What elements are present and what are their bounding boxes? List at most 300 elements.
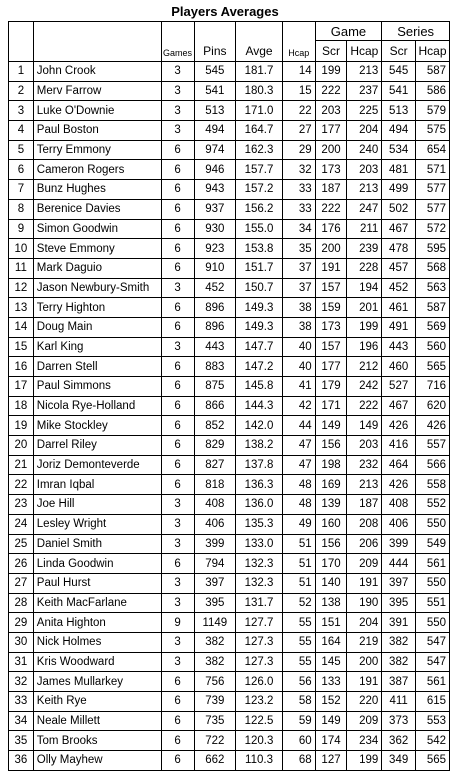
table-row [9,140,450,160]
game-hcap-cell: 196 [347,337,382,357]
games-cell: 3 [161,81,194,101]
player-name: Daniel Smith [33,534,161,554]
game-hcap-cell: 225 [347,101,382,121]
rank-cell: 13 [9,298,34,318]
series-scr-cell: 527 [382,377,416,397]
player-name: Terry Highton [33,298,161,318]
player-name: Darren Stell [33,357,161,377]
avge-cell: 142.0 [236,416,283,436]
player-name: Karl King [33,337,161,357]
series-hcap-cell: 577 [416,199,450,219]
games-cell: 3 [161,101,194,121]
avge-cell: 149.3 [236,317,283,337]
header-game-hcap: Hcap [347,41,382,62]
player-name: Mark Daguio [33,258,161,278]
series-scr-cell: 494 [382,121,416,141]
table-row [9,514,450,534]
game-hcap-cell: 222 [347,396,382,416]
avge-cell: 137.8 [236,455,283,475]
rank-cell: 21 [9,455,34,475]
pins-cell: 896 [194,317,236,337]
game-hcap-cell: 240 [347,140,382,160]
series-hcap-cell: 569 [416,317,450,337]
series-scr-cell: 545 [382,62,416,82]
game-scr-cell: 176 [315,219,347,239]
table-row [9,101,450,121]
table-row [9,180,450,200]
game-scr-cell: 149 [315,416,347,436]
table-row [9,495,450,515]
game-scr-cell: 222 [315,199,347,219]
rank-cell: 18 [9,396,34,416]
avge-cell: 157.7 [236,160,283,180]
series-hcap-cell: 654 [416,140,450,160]
game-scr-cell: 200 [315,239,347,259]
rank-cell: 5 [9,140,34,160]
game-hcap-cell: 199 [347,751,382,771]
avge-cell: 136.0 [236,495,283,515]
hcap-cell: 58 [282,692,315,712]
table-row [9,534,450,554]
game-scr-cell: 170 [315,554,347,574]
series-scr-cell: 426 [382,416,416,436]
header-series-hcap: Hcap [416,41,450,62]
game-hcap-cell: 213 [347,475,382,495]
pins-cell: 406 [194,514,236,534]
hcap-cell: 38 [282,317,315,337]
series-scr-cell: 534 [382,140,416,160]
rank-cell: 28 [9,593,34,613]
series-scr-cell: 502 [382,199,416,219]
games-cell: 6 [161,672,194,692]
table-row [9,455,450,475]
rank-cell: 11 [9,258,34,278]
hcap-cell: 49 [282,514,315,534]
games-cell: 6 [161,160,194,180]
rank-cell: 9 [9,219,34,239]
hcap-cell: 51 [282,554,315,574]
game-scr-cell: 177 [315,121,347,141]
player-name: Linda Goodwin [33,554,161,574]
avge-cell: 132.3 [236,554,283,574]
avge-cell: 153.8 [236,239,283,259]
games-cell: 9 [161,613,194,633]
pins-cell: 875 [194,377,236,397]
games-cell: 3 [161,593,194,613]
series-hcap-cell: 547 [416,652,450,672]
table-row [9,258,450,278]
rank-cell: 7 [9,180,34,200]
series-scr-cell: 491 [382,317,416,337]
pins-cell: 494 [194,121,236,141]
rank-cell: 32 [9,672,34,692]
avge-cell: 131.7 [236,593,283,613]
game-hcap-cell: 191 [347,672,382,692]
rank-cell: 22 [9,475,34,495]
pins-cell: 937 [194,199,236,219]
rank-cell: 10 [9,239,34,259]
avge-cell: 156.2 [236,199,283,219]
game-hcap-cell: 201 [347,298,382,318]
avge-cell: 126.0 [236,672,283,692]
avge-cell: 144.3 [236,396,283,416]
pins-cell: 852 [194,416,236,436]
table-row [9,337,450,357]
game-hcap-cell: 187 [347,495,382,515]
player-name: Anita Highton [33,613,161,633]
avge-cell: 181.7 [236,62,283,82]
series-scr-cell: 382 [382,632,416,652]
player-name: Terry Emmony [33,140,161,160]
games-cell: 6 [161,554,194,574]
header-series-group: Series [382,22,450,41]
header-series-scr: Scr [382,41,416,62]
game-scr-cell: 159 [315,298,347,318]
game-hcap-cell: 213 [347,180,382,200]
player-name: Merv Farrow [33,81,161,101]
avge-cell: 122.5 [236,711,283,731]
table-header [9,22,450,62]
games-cell: 6 [161,199,194,219]
hcap-cell: 37 [282,258,315,278]
series-hcap-cell: 560 [416,337,450,357]
series-scr-cell: 395 [382,593,416,613]
game-hcap-cell: 209 [347,554,382,574]
avge-cell: 145.8 [236,377,283,397]
games-cell: 6 [161,436,194,456]
pins-cell: 974 [194,140,236,160]
game-scr-cell: 199 [315,62,347,82]
player-name: Simon Goodwin [33,219,161,239]
game-scr-cell: 191 [315,258,347,278]
hcap-cell: 32 [282,160,315,180]
player-name: John Crook [33,62,161,82]
player-name: Kris Woodward [33,652,161,672]
hcap-cell: 47 [282,436,315,456]
game-scr-cell: 198 [315,455,347,475]
games-cell: 6 [161,692,194,712]
table-row [9,731,450,751]
hcap-cell: 55 [282,632,315,652]
avge-cell: 147.2 [236,357,283,377]
header-hcap: Hcap [282,22,315,62]
game-scr-cell: 187 [315,180,347,200]
table-row [9,298,450,318]
hcap-cell: 34 [282,219,315,239]
games-cell: 3 [161,495,194,515]
series-scr-cell: 382 [382,652,416,672]
table-row [9,613,450,633]
rank-cell: 17 [9,377,34,397]
games-cell: 6 [161,239,194,259]
pins-cell: 1149 [194,613,236,633]
pins-cell: 395 [194,593,236,613]
games-cell: 6 [161,357,194,377]
rank-cell: 25 [9,534,34,554]
table-row [9,416,450,436]
table-row [9,593,450,613]
game-scr-cell: 173 [315,160,347,180]
hcap-cell: 38 [282,298,315,318]
series-hcap-cell: 563 [416,278,450,298]
series-hcap-cell: 552 [416,495,450,515]
player-name: Bunz Hughes [33,180,161,200]
game-hcap-cell: 194 [347,278,382,298]
game-hcap-cell: 247 [347,199,382,219]
series-scr-cell: 467 [382,396,416,416]
game-hcap-cell: 234 [347,731,382,751]
table-row [9,317,450,337]
pins-cell: 739 [194,692,236,712]
series-hcap-cell: 553 [416,711,450,731]
game-hcap-cell: 213 [347,62,382,82]
page-title: Players Averages [171,4,279,19]
rank-cell: 26 [9,554,34,574]
pins-cell: 545 [194,62,236,82]
series-scr-cell: 513 [382,101,416,121]
pins-cell: 513 [194,101,236,121]
rank-cell: 35 [9,731,34,751]
hcap-cell: 40 [282,337,315,357]
table-row [9,121,450,141]
series-scr-cell: 391 [382,613,416,633]
game-hcap-cell: 237 [347,81,382,101]
games-cell: 3 [161,121,194,141]
player-name: Nick Holmes [33,632,161,652]
game-scr-cell: 127 [315,751,347,771]
series-scr-cell: 460 [382,357,416,377]
rank-cell: 30 [9,632,34,652]
table-row [9,652,450,672]
series-hcap-cell: 568 [416,258,450,278]
pins-cell: 443 [194,337,236,357]
table-row [9,436,450,456]
series-hcap-cell: 579 [416,101,450,121]
games-cell: 3 [161,573,194,593]
table-row [9,278,450,298]
game-scr-cell: 157 [315,337,347,357]
pins-cell: 541 [194,81,236,101]
avge-cell: 155.0 [236,219,283,239]
avge-cell: 123.2 [236,692,283,712]
player-name: Neale Millett [33,711,161,731]
series-hcap-cell: 586 [416,81,450,101]
hcap-cell: 15 [282,81,315,101]
game-scr-cell: 169 [315,475,347,495]
player-name: Mike Stockley [33,416,161,436]
player-name: Tom Brooks [33,731,161,751]
series-scr-cell: 406 [382,514,416,534]
avge-cell: 151.7 [236,258,283,278]
rank-cell: 8 [9,199,34,219]
pins-cell: 756 [194,672,236,692]
player-name: Joriz Demonteverde [33,455,161,475]
avge-cell: 136.3 [236,475,283,495]
avge-cell: 164.7 [236,121,283,141]
hcap-cell: 51 [282,573,315,593]
rank-cell: 2 [9,81,34,101]
rank-cell: 6 [9,160,34,180]
rank-cell: 12 [9,278,34,298]
avge-cell: 157.2 [236,180,283,200]
series-hcap-cell: 561 [416,554,450,574]
players-averages-table [8,21,450,771]
avge-cell: 132.3 [236,573,283,593]
series-hcap-cell: 550 [416,514,450,534]
series-hcap-cell: 561 [416,672,450,692]
series-hcap-cell: 716 [416,377,450,397]
series-scr-cell: 461 [382,298,416,318]
game-scr-cell: 171 [315,396,347,416]
avge-cell: 133.0 [236,534,283,554]
avge-cell: 127.3 [236,652,283,672]
header-name [33,22,161,62]
series-hcap-cell: 565 [416,357,450,377]
player-name: Jason Newbury-Smith [33,278,161,298]
game-scr-cell: 145 [315,652,347,672]
series-scr-cell: 426 [382,475,416,495]
pins-cell: 735 [194,711,236,731]
game-scr-cell: 140 [315,573,347,593]
pins-cell: 896 [194,298,236,318]
hcap-cell: 33 [282,199,315,219]
table-row [9,62,450,82]
rank-cell: 16 [9,357,34,377]
rank-cell: 14 [9,317,34,337]
avge-cell: 127.7 [236,613,283,633]
player-name: Paul Boston [33,121,161,141]
rank-cell: 1 [9,62,34,82]
game-scr-cell: 156 [315,534,347,554]
avge-cell: 150.7 [236,278,283,298]
avge-cell: 120.3 [236,731,283,751]
rank-cell: 27 [9,573,34,593]
game-scr-cell: 138 [315,593,347,613]
series-hcap-cell: 577 [416,180,450,200]
table-row [9,672,450,692]
games-cell: 6 [161,298,194,318]
game-scr-cell: 149 [315,711,347,731]
player-name: Berenice Davies [33,199,161,219]
pins-cell: 722 [194,731,236,751]
hcap-cell: 48 [282,495,315,515]
player-name: James Mullarkey [33,672,161,692]
series-scr-cell: 373 [382,711,416,731]
table-row [9,632,450,652]
pins-cell: 382 [194,632,236,652]
rank-cell: 29 [9,613,34,633]
game-scr-cell: 152 [315,692,347,712]
rank-cell: 15 [9,337,34,357]
player-name: Keith MacFarlane [33,593,161,613]
games-cell: 6 [161,396,194,416]
rank-cell: 20 [9,436,34,456]
player-name: Lesley Wright [33,514,161,534]
series-hcap-cell: 595 [416,239,450,259]
series-scr-cell: 478 [382,239,416,259]
game-scr-cell: 173 [315,317,347,337]
table-row [9,711,450,731]
series-scr-cell: 399 [382,534,416,554]
hcap-cell: 56 [282,672,315,692]
game-scr-cell: 160 [315,514,347,534]
series-hcap-cell: 558 [416,475,450,495]
game-hcap-cell: 208 [347,514,382,534]
game-hcap-cell: 203 [347,160,382,180]
table-row [9,554,450,574]
series-scr-cell: 416 [382,436,416,456]
game-hcap-cell: 191 [347,573,382,593]
hcap-cell: 40 [282,357,315,377]
series-hcap-cell: 547 [416,632,450,652]
pins-cell: 923 [194,239,236,259]
games-cell: 6 [161,219,194,239]
series-hcap-cell: 587 [416,62,450,82]
rank-cell: 34 [9,711,34,731]
game-scr-cell: 164 [315,632,347,652]
avge-cell: 138.2 [236,436,283,456]
game-scr-cell: 203 [315,101,347,121]
hcap-cell: 68 [282,751,315,771]
games-cell: 6 [161,377,194,397]
series-scr-cell: 444 [382,554,416,574]
games-cell: 3 [161,278,194,298]
series-scr-cell: 457 [382,258,416,278]
pins-cell: 818 [194,475,236,495]
pins-cell: 382 [194,652,236,672]
table-row [9,239,450,259]
table-row [9,475,450,495]
hcap-cell: 44 [282,416,315,436]
game-hcap-cell: 206 [347,534,382,554]
pins-cell: 794 [194,554,236,574]
hcap-cell: 60 [282,731,315,751]
series-scr-cell: 452 [382,278,416,298]
series-hcap-cell: 575 [416,121,450,141]
series-scr-cell: 387 [382,672,416,692]
hcap-cell: 55 [282,613,315,633]
header-games: Games [161,22,194,62]
pins-cell: 452 [194,278,236,298]
series-scr-cell: 443 [382,337,416,357]
series-hcap-cell: 426 [416,416,450,436]
series-hcap-cell: 571 [416,160,450,180]
avge-cell: 127.3 [236,632,283,652]
rank-cell: 4 [9,121,34,141]
games-cell: 6 [161,731,194,751]
game-hcap-cell: 204 [347,121,382,141]
games-cell: 6 [161,455,194,475]
games-cell: 6 [161,475,194,495]
player-name: Cameron Rogers [33,160,161,180]
series-hcap-cell: 587 [416,298,450,318]
series-scr-cell: 397 [382,573,416,593]
game-hcap-cell: 199 [347,317,382,337]
hcap-cell: 47 [282,455,315,475]
hcap-cell: 35 [282,239,315,259]
pins-cell: 883 [194,357,236,377]
games-cell: 3 [161,534,194,554]
game-hcap-cell: 220 [347,692,382,712]
series-hcap-cell: 620 [416,396,450,416]
player-name: Nicola Rye-Holland [33,396,161,416]
series-scr-cell: 362 [382,731,416,751]
game-scr-cell: 151 [315,613,347,633]
game-hcap-cell: 203 [347,436,382,456]
rank-cell: 31 [9,652,34,672]
hcap-cell: 59 [282,711,315,731]
series-hcap-cell: 565 [416,751,450,771]
